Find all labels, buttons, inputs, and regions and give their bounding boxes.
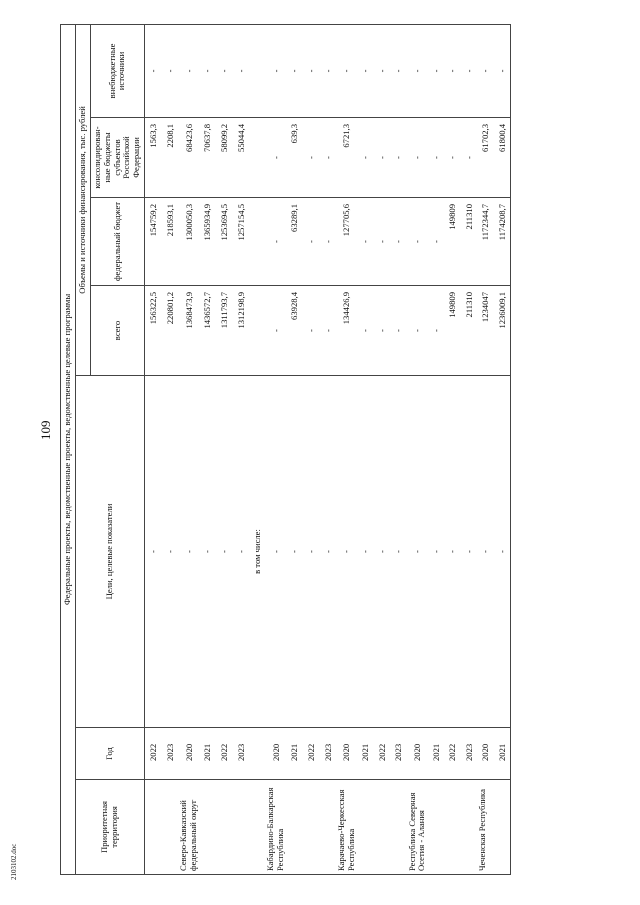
year-cell: 2021 xyxy=(286,728,303,780)
federal-cell: 1257154,5 xyxy=(232,198,249,286)
regional-cell: - xyxy=(460,118,477,198)
total-cell: 1436572,7 xyxy=(199,286,216,376)
total-cell: 1234047 xyxy=(477,286,494,376)
territory-cell xyxy=(494,780,511,875)
goals-cell: - xyxy=(494,376,511,728)
table-row xyxy=(303,24,320,874)
extra-cell: - xyxy=(286,24,303,117)
total-cell xyxy=(249,286,266,376)
total-cell: 1236009,1 xyxy=(494,286,511,376)
table-row xyxy=(373,24,390,874)
total-cell: 134426,9 xyxy=(336,286,357,376)
goals-cell: - xyxy=(286,376,303,728)
goals-cell: - xyxy=(336,376,357,728)
goals-cell: - xyxy=(460,376,477,728)
goals-cell: - xyxy=(232,376,249,728)
regional-cell: 61702,3 xyxy=(477,118,494,198)
year-cell: 2022 xyxy=(444,728,461,780)
federal-cell: 211310 xyxy=(460,198,477,286)
extra-cell: - xyxy=(427,24,444,117)
year-cell: 2023 xyxy=(460,728,477,780)
federal-cell: 154759,2 xyxy=(145,198,162,286)
including-note: в том числе: xyxy=(249,376,266,728)
table-row xyxy=(216,24,233,874)
regional-cell: - xyxy=(427,118,444,198)
extra-cell: - xyxy=(460,24,477,117)
total-cell: 1312198,9 xyxy=(232,286,249,376)
goals-cell: - xyxy=(216,376,233,728)
year-cell: 2020 xyxy=(407,728,428,780)
extra-cell: - xyxy=(265,24,286,117)
total-cell: - xyxy=(427,286,444,376)
year-cell: 2023 xyxy=(319,728,336,780)
federal-cell: 1365934,9 xyxy=(199,198,216,286)
extra-cell: - xyxy=(303,24,320,117)
territory-cell xyxy=(286,780,303,875)
table-row xyxy=(336,24,357,874)
regional-cell: 639,3 xyxy=(286,118,303,198)
table-row xyxy=(427,24,444,874)
table-row xyxy=(319,24,336,874)
extra-cell: - xyxy=(232,24,249,117)
federal-cell: 1174208,7 xyxy=(494,198,511,286)
extra-cell: - xyxy=(178,24,199,117)
extra-cell: - xyxy=(444,24,461,117)
extra-cell: - xyxy=(319,24,336,117)
federal-cell: 127705,6 xyxy=(336,198,357,286)
table-row xyxy=(477,24,494,874)
regional-cell: - xyxy=(319,118,336,198)
table-row xyxy=(178,24,199,874)
year-cell: 2020 xyxy=(477,728,494,780)
extra-cell: - xyxy=(162,24,179,117)
year-cell: 2023 xyxy=(162,728,179,780)
territory-cell xyxy=(444,780,461,875)
regional-cell: 58099,2 xyxy=(216,118,233,198)
total-header: всего xyxy=(90,286,144,376)
regional-cell: 2208,1 xyxy=(162,118,179,198)
federal-cell xyxy=(249,198,266,286)
table-row xyxy=(407,24,428,874)
total-cell: 220801,2 xyxy=(162,286,179,376)
goals-cell: - xyxy=(357,376,374,728)
table-body xyxy=(145,24,511,874)
total-cell: - xyxy=(303,286,320,376)
territory-cell xyxy=(249,780,266,875)
footer-filename: 2103102.doc xyxy=(10,843,18,880)
territory-cell xyxy=(145,780,162,875)
territory-cell: Кабардино-Балкарская Республика xyxy=(265,780,286,875)
extra-cell: - xyxy=(336,24,357,117)
federal-cell: - xyxy=(390,198,407,286)
regional-cell: - xyxy=(407,118,428,198)
federal-cell: 1253694,5 xyxy=(216,198,233,286)
territory-cell: Чеченская Республика xyxy=(477,780,494,875)
table-row xyxy=(249,24,266,874)
extra-cell: - xyxy=(373,24,390,117)
territory-cell xyxy=(232,780,249,875)
programs-header: Федеральные проекты, ведомственные проекты, ведомственные целевые программы xyxy=(61,24,76,874)
table-row xyxy=(390,24,407,874)
regional-cell: 61800,4 xyxy=(494,118,511,198)
total-cell: - xyxy=(373,286,390,376)
regional-cell: 68423,6 xyxy=(178,118,199,198)
federal-cell: - xyxy=(319,198,336,286)
extra-cell: - xyxy=(494,24,511,117)
goals-cell: - xyxy=(477,376,494,728)
territory-cell xyxy=(319,780,336,875)
territory-cell xyxy=(303,780,320,875)
regional-cell xyxy=(249,118,266,198)
year-cell: 2020 xyxy=(265,728,286,780)
year-cell: 2022 xyxy=(145,728,162,780)
extra-cell: - xyxy=(390,24,407,117)
table-row xyxy=(357,24,374,874)
page-number: 109 xyxy=(38,420,53,440)
territory-cell xyxy=(199,780,216,875)
regional-cell: - xyxy=(303,118,320,198)
federal-cell: - xyxy=(265,198,286,286)
goals-cell: - xyxy=(178,376,199,728)
extra-cell: - xyxy=(357,24,374,117)
federal-cell: - xyxy=(373,198,390,286)
territory-cell xyxy=(427,780,444,875)
total-cell: - xyxy=(357,286,374,376)
extra-cell: - xyxy=(145,24,162,117)
federal-cell: 1172344,7 xyxy=(477,198,494,286)
year-cell: 2022 xyxy=(373,728,390,780)
regional-cell: - xyxy=(373,118,390,198)
year-cell: 2020 xyxy=(336,728,357,780)
federal-cell: 1300050,3 xyxy=(178,198,199,286)
territory-cell: Северо-Кавказский федеральный округ xyxy=(178,780,199,875)
territory-cell xyxy=(357,780,374,875)
total-cell: - xyxy=(265,286,286,376)
year-cell: 2022 xyxy=(216,728,233,780)
year-cell: 2021 xyxy=(427,728,444,780)
extra-cell: - xyxy=(407,24,428,117)
goals-cell: - xyxy=(407,376,428,728)
territory-cell: Карачаево-Черкесская Республика xyxy=(336,780,357,875)
year-cell: 2021 xyxy=(357,728,374,780)
extra-cell: - xyxy=(216,24,233,117)
territory-cell: Республика Северная Осетия - Алания xyxy=(407,780,428,875)
goals-cell: - xyxy=(162,376,179,728)
table-row xyxy=(444,24,461,874)
total-cell: - xyxy=(319,286,336,376)
total-cell: 211310 xyxy=(460,286,477,376)
total-cell: 63928,4 xyxy=(286,286,303,376)
year-cell: 2023 xyxy=(232,728,249,780)
table-row xyxy=(494,24,511,874)
federal-cell: 218593,1 xyxy=(162,198,179,286)
year-header: Год xyxy=(75,728,144,780)
federal-cell: - xyxy=(407,198,428,286)
total-cell: 156322,5 xyxy=(145,286,162,376)
year-cell: 2023 xyxy=(390,728,407,780)
total-cell: 1311793,7 xyxy=(216,286,233,376)
table-row xyxy=(460,24,477,874)
territory-cell xyxy=(162,780,179,875)
federal-cell: 63289,1 xyxy=(286,198,303,286)
goals-cell: - xyxy=(373,376,390,728)
territory-cell xyxy=(460,780,477,875)
goals-cell: - xyxy=(199,376,216,728)
regional-cell: 55044,4 xyxy=(232,118,249,198)
goals-cell: - xyxy=(303,376,320,728)
regional-cell: 6721,3 xyxy=(336,118,357,198)
extra-header: внебюджетные источники xyxy=(90,24,144,117)
territory-cell xyxy=(373,780,390,875)
goals-header: Цели, целевые показатели xyxy=(75,376,144,728)
territory-cell xyxy=(216,780,233,875)
total-cell: - xyxy=(390,286,407,376)
table-row xyxy=(162,24,179,874)
extra-cell: - xyxy=(199,24,216,117)
year-cell: 2022 xyxy=(303,728,320,780)
goals-cell: - xyxy=(319,376,336,728)
territory-header: Приоритетная территория xyxy=(75,780,144,875)
table-row xyxy=(265,24,286,874)
financing-header: Объемы и источники финансирования, тыс. рублей xyxy=(75,24,90,375)
extra-cell xyxy=(249,24,266,117)
table-row xyxy=(286,24,303,874)
goals-cell: - xyxy=(390,376,407,728)
year-cell: 2021 xyxy=(494,728,511,780)
total-cell: 1368473,9 xyxy=(178,286,199,376)
territory-cell xyxy=(390,780,407,875)
table-row xyxy=(199,24,216,874)
year-cell: 2021 xyxy=(199,728,216,780)
financing-table xyxy=(60,24,511,875)
year-cell xyxy=(249,728,266,780)
goals-cell: - xyxy=(265,376,286,728)
table-row xyxy=(145,24,162,874)
year-cell: 2020 xyxy=(178,728,199,780)
extra-cell: - xyxy=(477,24,494,117)
federal-cell: - xyxy=(303,198,320,286)
goals-cell: - xyxy=(427,376,444,728)
regional-cell: - xyxy=(390,118,407,198)
regional-cell: 1563,3 xyxy=(145,118,162,198)
rotated-table-wrapper xyxy=(60,25,570,875)
total-cell: 149809 xyxy=(444,286,461,376)
federal-cell: - xyxy=(357,198,374,286)
goals-cell: - xyxy=(145,376,162,728)
goals-cell: - xyxy=(444,376,461,728)
regional-cell: - xyxy=(444,118,461,198)
regional-cell: - xyxy=(265,118,286,198)
federal-cell: 149809 xyxy=(444,198,461,286)
regional-cell: 70637,8 xyxy=(199,118,216,198)
table-row xyxy=(232,24,249,874)
federal-cell: - xyxy=(427,198,444,286)
total-cell: - xyxy=(407,286,428,376)
regional-header: консолидирован-ные бюджеты субъектов Российской Федерации xyxy=(90,118,144,198)
regional-cell: - xyxy=(357,118,374,198)
federal-header: федеральный бюджет xyxy=(90,198,144,286)
